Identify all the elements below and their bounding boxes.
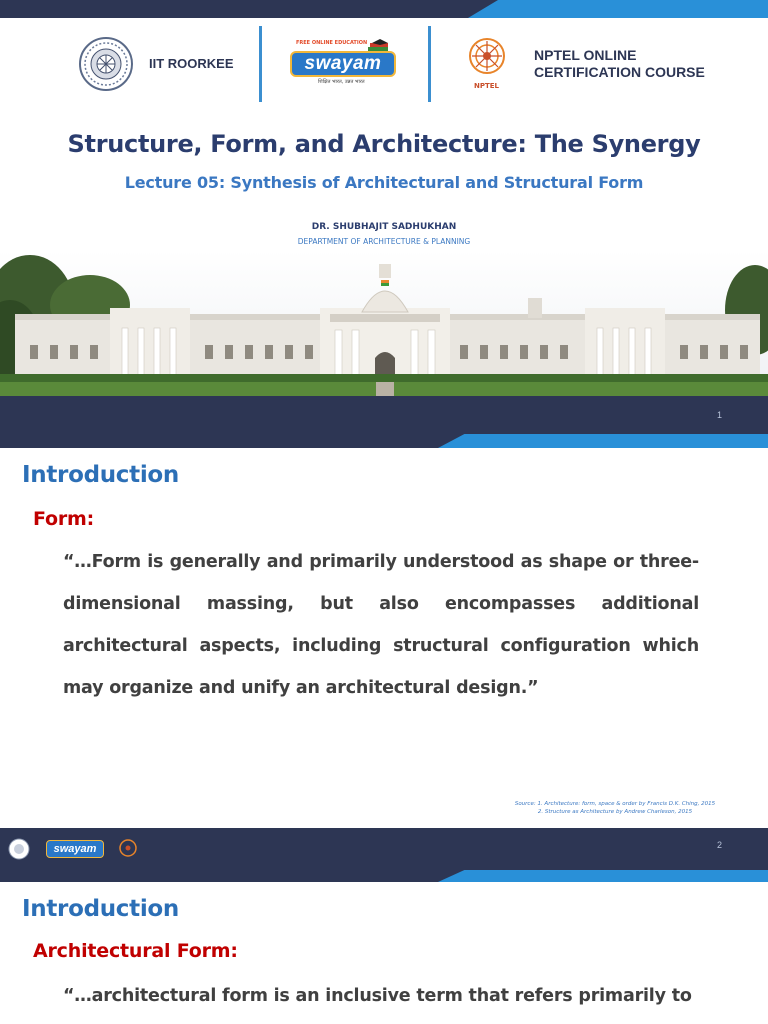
swayam-badge — [290, 51, 396, 77]
department-name: DEPARTMENT OF ARCHITECTURE & PLANNING — [297, 237, 471, 246]
form-quote: “…Form is generally and primarily understood as shape or three-dimensional massing, but also encompasses additional architectural aspects, including structural configuration which may organize and unify an architectural design.” — [63, 552, 699, 698]
source-line-2: 2. Structure as Architecture by Andrew Charleson, 2015 — [537, 809, 693, 815]
slide-3 — [0, 882, 768, 1024]
nptel-small-label: NPTEL — [474, 82, 500, 90]
footer-swayam-badge — [46, 840, 104, 858]
logo-divider — [428, 26, 431, 102]
swayam-logo — [288, 38, 400, 88]
nptel-line-1: NPTEL ONLINE — [534, 47, 637, 63]
swayam-hindi: शिक्षित भारत, उन्नत भारत — [318, 79, 365, 85]
slide-1-bottom-band — [0, 396, 768, 448]
slide-1 — [0, 0, 768, 448]
slide-subheading: Form: — [33, 508, 95, 530]
slide-subheading: Architectural Form: — [33, 940, 238, 962]
architectural-form-quote: “…architectural form is an inclusive term that refers primarily to — [63, 986, 692, 1006]
swayam-wordmark: swayam — [304, 53, 382, 74]
nptel-line-2: CERTIFICATION COURSE — [534, 64, 705, 80]
nptel-logo-icon — [118, 838, 138, 860]
slide-heading: Introduction — [22, 462, 179, 488]
iit-roorkee-seal-icon — [78, 36, 134, 92]
iit-roorkee-label: IIT ROORKEE — [149, 56, 234, 71]
slide-heading: Introduction — [22, 896, 179, 922]
page-number: 1 — [716, 410, 722, 420]
author-name: DR. SHUBHAJIT SADHUKHAN — [311, 222, 457, 232]
page-number: 2 — [716, 840, 722, 850]
lecture-subtitle: Lecture 05: Synthesis of Architectural and Structural Form — [124, 173, 644, 192]
logo-row — [0, 26, 768, 106]
nptel-logo-icon — [464, 36, 510, 86]
source-line-1: Source: 1. Architecture: form, space & order by Francis D.K. Ching, 2015 — [514, 801, 716, 807]
building-photo — [0, 250, 768, 396]
footer-swayam-wordmark: swayam — [53, 843, 97, 855]
iit-roorkee-seal-icon — [8, 838, 30, 860]
slide-2 — [0, 448, 768, 882]
lecture-title: Structure, Form, and Architecture: The Synergy — [67, 130, 701, 158]
slide-2-footer — [0, 828, 768, 882]
swayam-tagline: FREE ONLINE EDUCATION — [296, 40, 368, 46]
logo-divider — [259, 26, 262, 102]
source-citation — [470, 800, 760, 816]
top-band — [0, 0, 768, 18]
